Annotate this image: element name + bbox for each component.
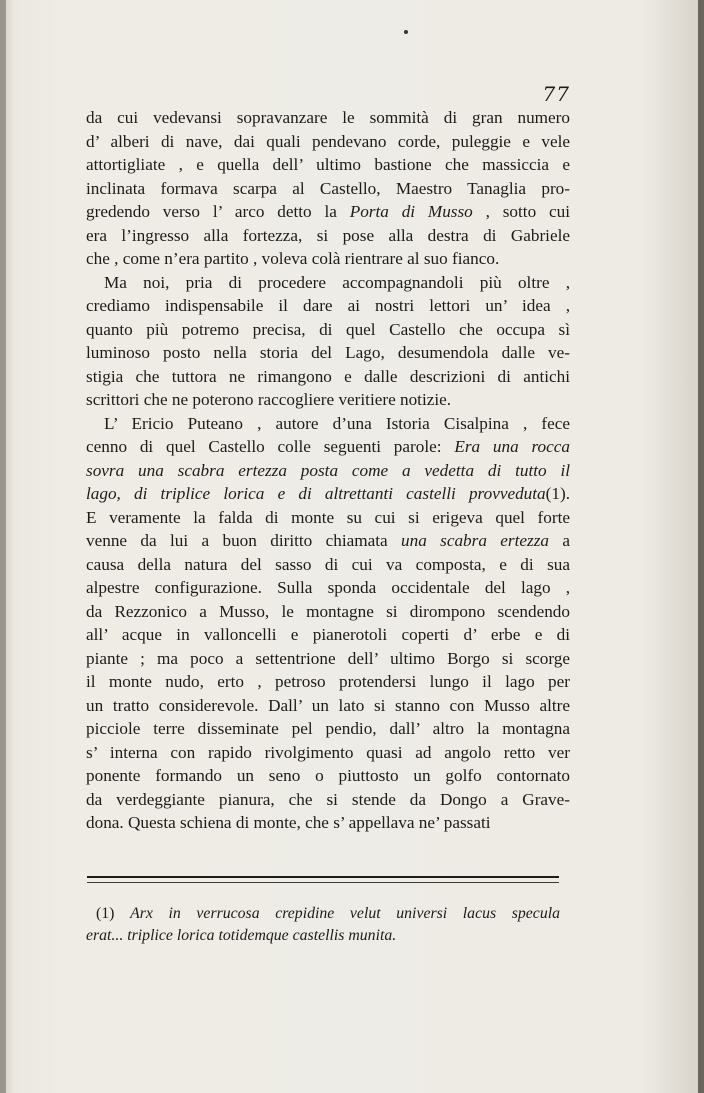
text-segment: a bbox=[549, 531, 570, 550]
text-segment: all’ acque in valloncelli e pianerotoli coperti d’ erbe e di bbox=[86, 625, 570, 644]
text-line bbox=[86, 670, 570, 694]
text-segment: picciole terre disseminate pel pendio, dall’ altro la montagna bbox=[86, 719, 570, 738]
footnote-marker: (1) bbox=[96, 905, 115, 922]
italic-segment: sovra una scabra ertezza posta come a vedetta di tutto il bbox=[86, 460, 570, 480]
text-line bbox=[86, 506, 570, 530]
text-segment: era l’ingresso alla fortezza, si pose alla destra di Gabriele bbox=[86, 225, 570, 245]
text-line bbox=[86, 177, 570, 201]
text-line bbox=[86, 694, 570, 718]
text-segment: da verdeggiante pianura, che si stende da Dongo a Grave- bbox=[86, 789, 570, 809]
text-segment: crediamo indispensabile il dare ai nostri lettori un’ idea , bbox=[86, 296, 570, 315]
text-segment: da Rezzonico a Musso, le montagne si dirompono scendendo bbox=[86, 601, 570, 621]
text-line bbox=[86, 200, 570, 224]
text-segment: s’ interna con rapido rivolgimento quasi ad angolo retto ver bbox=[86, 742, 570, 762]
text-segment: cenno di quel Castello colle seguenti parole: bbox=[86, 437, 455, 456]
text-segment: L’ Ericio Puteano , autore d’una Istoria Cisalpina , fece bbox=[104, 413, 570, 433]
footnote bbox=[86, 903, 561, 947]
text-line bbox=[86, 647, 570, 671]
text-segment: un tratto considerevole. Dall’ un lato si stanno con Musso altre bbox=[86, 695, 570, 715]
text-line bbox=[86, 341, 570, 365]
text-segment: piante ; ma poco a settentrione dell’ ultimo Borgo si scorge bbox=[86, 648, 570, 668]
text-line bbox=[86, 576, 570, 600]
text-line bbox=[86, 435, 570, 459]
page-number: 77 bbox=[542, 82, 570, 106]
text-line bbox=[86, 788, 570, 812]
text-line bbox=[86, 130, 570, 154]
text-line bbox=[86, 600, 570, 624]
text-segment: causa della natura del sasso di cui va composta, e di sua bbox=[86, 554, 570, 574]
text-line bbox=[86, 764, 570, 788]
text-line bbox=[86, 412, 570, 436]
text-segment: da cui vedevansi sopravanzare le sommità di gran numero bbox=[86, 108, 570, 127]
italic-segment: lago, di triplice lorica e di altrettanti castelli provveduta bbox=[86, 484, 546, 503]
text-line bbox=[86, 271, 570, 295]
text-line bbox=[86, 529, 570, 553]
text-line bbox=[86, 482, 570, 506]
text-segment: inclinata formava scarpa al Castello, Maestro Tanaglia pro- bbox=[86, 178, 570, 198]
italic-segment: Era una rocca bbox=[454, 437, 571, 456]
text-line bbox=[86, 459, 570, 483]
footnote-text: Arx in verrucosa crepidine velut universi lacus specula bbox=[130, 905, 561, 922]
text-line bbox=[86, 553, 570, 577]
text-segment: dona. Questa schiena di monte, che s’ appellava ne’ passati bbox=[86, 813, 491, 832]
text-segment: venne da lui a buon diritto chiamata bbox=[86, 531, 401, 550]
footnote-line bbox=[86, 925, 560, 947]
body-text bbox=[86, 106, 570, 835]
text-segment: alpestre configurazione. Sulla sponda occidentale del lago , bbox=[86, 578, 570, 597]
text-segment: , sotto cui bbox=[472, 202, 570, 221]
text-segment: il monte nudo, erto , petroso protendersi lungo il lago per bbox=[86, 672, 570, 691]
text-segment: Ma noi, pria di procedere accompagnandoli più oltre , bbox=[104, 272, 570, 292]
text-line bbox=[86, 741, 570, 765]
text-line bbox=[86, 224, 570, 248]
text-line bbox=[86, 318, 570, 342]
text-line bbox=[86, 106, 570, 130]
text-segment: (1). bbox=[545, 484, 570, 503]
text-segment: ponente formando un seno o piuttosto un golfo contornato bbox=[86, 766, 570, 785]
footnote-line bbox=[96, 903, 560, 925]
text-segment: E veramente la falda di monte su cui si erigeva quel forte bbox=[86, 507, 570, 527]
italic-segment: Porta di Musso bbox=[349, 202, 473, 221]
text-line bbox=[86, 717, 570, 741]
text-segment: attortigliate , e quella dell’ ultimo bastione che massiccia e bbox=[86, 155, 570, 174]
italic-segment: una scabra ertezza bbox=[401, 531, 549, 550]
text-segment: gredendo verso l’ arco detto la bbox=[86, 202, 350, 221]
footnote-text: erat... triplice lorica totidemque castellis munita. bbox=[86, 927, 397, 944]
text-segment: scrittori che ne poterono raccogliere veritiere notizie. bbox=[86, 390, 452, 409]
text-segment: luminoso posto nella storia del Lago, desumendola dalle ve- bbox=[86, 343, 570, 362]
text-segment: d’ alberi di nave, dai quali pendevano corde, puleggie e vele bbox=[86, 131, 570, 151]
text-segment: stigia che tuttora ne rimangono e dalle descrizioni di antichi bbox=[86, 366, 570, 386]
ink-speck bbox=[404, 30, 408, 34]
text-line bbox=[86, 388, 570, 412]
page-left-edge bbox=[0, 0, 6, 1093]
text-line bbox=[86, 153, 570, 177]
footnote-rule bbox=[87, 876, 559, 878]
text-segment: quanto più potremo precisa, di quel Castello che occupa sì bbox=[86, 319, 570, 339]
text-line bbox=[86, 294, 570, 318]
text-line bbox=[86, 365, 570, 389]
text-line bbox=[86, 623, 570, 647]
text-segment: che , come n’era partito , voleva colà rientrare al suo fianco. bbox=[86, 249, 500, 268]
text-line bbox=[86, 247, 570, 271]
page-right-edge bbox=[698, 0, 704, 1093]
text-line bbox=[86, 811, 570, 835]
footnote-rule-thin bbox=[87, 882, 559, 883]
